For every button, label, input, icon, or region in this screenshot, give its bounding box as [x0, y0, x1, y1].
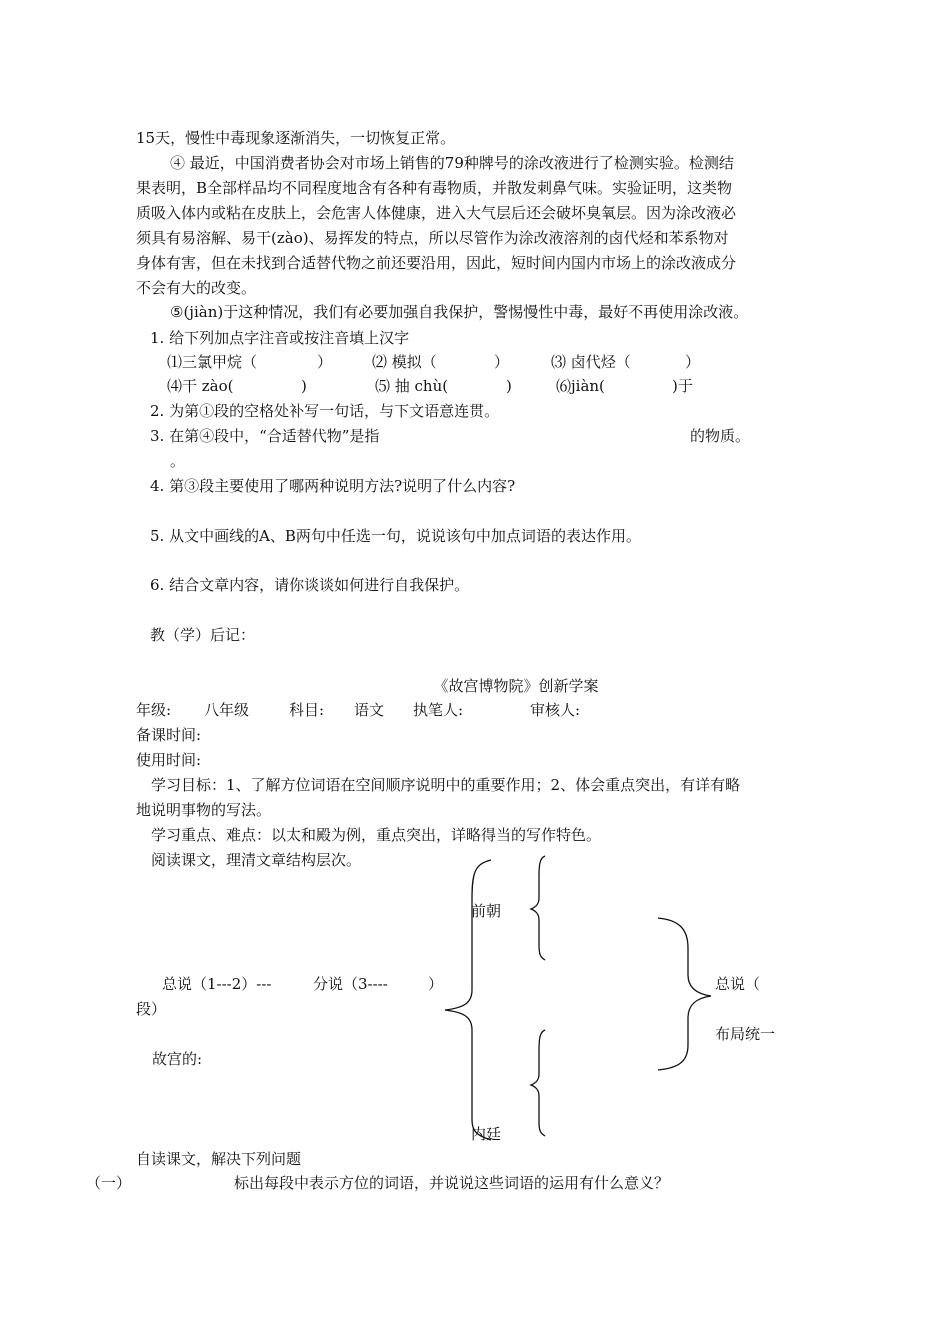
question-1-item-close: ) — [301, 377, 307, 395]
self-study-item-text: 标出每段中表示方位的词语，并说说这些词语的运用有什么意义？ — [234, 1174, 670, 1192]
article-paragraph-4-line: 须具有易溶解、易干(zào)、易挥发的特点，所以尽管作为涂改液溶剂的卤代烃和苯系物对 — [136, 229, 729, 247]
question-1-item: ⑷干 zào( — [167, 377, 234, 395]
diagram-general-part-tail: 段） — [136, 1000, 167, 1018]
subject-value: 语文 — [354, 701, 385, 719]
grade-label: 年级: — [136, 701, 172, 719]
question-3-end: 的物质。 — [690, 427, 751, 445]
diagram-general-right: 总说（ — [715, 975, 761, 993]
right-brace — [658, 918, 711, 1070]
diagram-detail-part: 分说（3---- — [313, 975, 388, 993]
question-4: 4. 第③段主要使用了哪两种说明方法?说明了什么内容? — [150, 477, 516, 495]
diagram-inner-court: 内廷 — [471, 1125, 502, 1143]
learning-goals-line: 地说明事物的写法。 — [136, 801, 272, 819]
article-paragraph-4-line: ④ 最近，中国消费者协会对市场上销售的79种牌号的涂改液进行了检测实验。检测结 — [170, 154, 734, 172]
question-1-item-close: ） — [317, 353, 333, 371]
question-1: 1. 给下列加点字注音或按注音填上汉字 — [150, 329, 410, 347]
diagram-layout-unity: 布局统一 — [715, 1025, 776, 1043]
upper-left-brace — [531, 856, 545, 960]
writer-label: 执笔人: — [413, 701, 464, 719]
prep-time-label: 备课时间: — [136, 726, 202, 744]
grade-value: 八年级 — [204, 701, 250, 719]
postscript: 教（学）后记： — [150, 626, 256, 644]
question-3-dot: 。 — [170, 452, 186, 470]
diagram-general-part: 总说（1---2）--- — [162, 975, 272, 993]
question-6: 6. 结合文章内容，请你谈谈如何进行自我保护。 — [150, 576, 470, 594]
article-paragraph-4-line: 果表明，B全部样品均不同程度地含有各种有毒物质，并散发刺鼻气味。实验证明，这类物 — [136, 179, 733, 197]
article-paragraph-4-line: 不会有大的改变。 — [136, 279, 257, 297]
use-time-label: 使用时间: — [136, 751, 202, 769]
question-1-item: ⑶ 卤代烃（ — [551, 353, 631, 371]
question-1-item: ⑵ 模拟（ — [372, 353, 437, 371]
self-study-heading: 自读课文，解决下列问题 — [136, 1150, 302, 1168]
question-2: 2. 为第①段的空格处补写一句话，与下文语意连贯。 — [150, 402, 500, 420]
subject-label: 科目: — [289, 701, 325, 719]
article-line: 15天，慢性中毒现象逐渐消失，一切恢复正常。 — [136, 129, 456, 147]
article-paragraph-5: ⑤(jiàn)于这种情况，我们有必要加强自我保护，警惕慢性中毒，最好不再使用涂改液。 — [170, 303, 749, 321]
lesson-title: 《故宫博物院》创新学案 — [433, 677, 599, 695]
self-study-item-number: （一） — [86, 1174, 132, 1192]
lower-left-brace — [531, 1030, 545, 1136]
question-1-item-close: ) — [506, 377, 512, 395]
question-5: 5. 从文中画线的A、B两句中任选一句，说说该句中加点词语的表达作用。 — [150, 527, 641, 545]
diagram-gugong: 故宫的: — [152, 1050, 203, 1068]
question-1-item-close: )于 — [672, 377, 693, 395]
reading-instruction: 阅读课文，理清文章结构层次。 — [151, 851, 362, 869]
diagram-detail-part-end: ） — [428, 975, 444, 993]
question-1-item: ⑸ 抽 chù( — [375, 377, 449, 395]
question-1-item-close: ） — [685, 353, 701, 371]
diagram-front-court: 前朝 — [471, 902, 502, 920]
question-1-item-close: ） — [494, 353, 510, 371]
question-3: 3. 在第④段中，“合适替代物”是指 — [150, 427, 380, 445]
learning-focus: 学习重点、难点：以太和殿为例，重点突出，详略得当的写作特色。 — [151, 826, 602, 844]
learning-goals-line: 学习目标：1、了解方位词语在空间顺序说明中的重要作用；2、体会重点突出，有详有略 — [151, 776, 741, 794]
question-1-item: ⑹jiàn( — [556, 377, 605, 395]
reviewer-label: 审核人: — [530, 701, 581, 719]
article-paragraph-4-line: 身体有害，但在未找到合适替代物之前还要沿用，因此，短时间内国内市场上的涂改液成分 — [136, 254, 737, 272]
question-1-item: ⑴三氯甲烷（ — [167, 353, 258, 371]
article-paragraph-4-line: 质吸入体内或粘在皮肤上，会危害人体健康，进入大气层后还会破坏臭氧层。因为涂改液必 — [136, 204, 737, 222]
